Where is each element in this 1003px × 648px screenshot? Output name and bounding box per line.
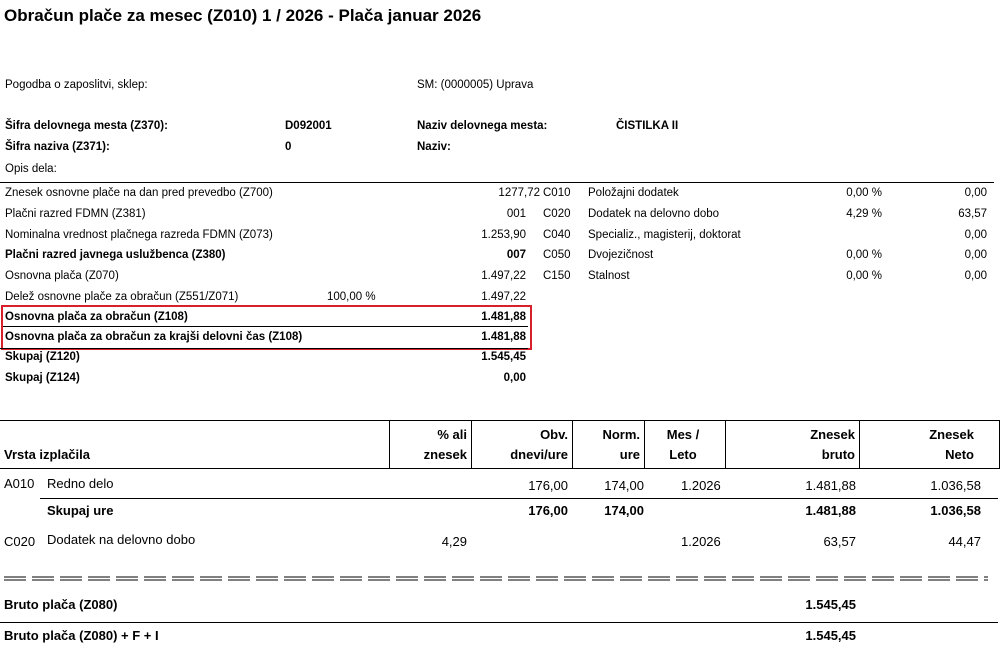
left-row-value: 1.481,88 (481, 331, 526, 343)
naziv-dm-value: ČISTILKA II (616, 120, 679, 132)
bruto-placa-label: Bruto plača (Z080) (4, 597, 118, 612)
bruto-placa-value: 1.545,45 (805, 597, 856, 612)
table-row-code: A010 (4, 476, 35, 491)
col-header-norm-2: ure (619, 447, 640, 462)
right-row-pct: 0,00 % (846, 187, 882, 199)
left-row-label: Osnovna plača za obračun (Z108) (5, 311, 188, 323)
right-row-label: Specializ., magisterij, doktorat (588, 229, 741, 241)
table-row-neto: 44,47 (948, 534, 981, 549)
left-row-label: Osnovna plača (Z070) (5, 270, 119, 282)
sifra-dm-label: Šifra delovnega mesta (Z370): (5, 120, 168, 132)
col-header-mes-2: Leto (669, 447, 697, 462)
sifra-naziva-value: 0 (285, 141, 292, 153)
double-dashed-separator (4, 576, 988, 581)
left-row-label: Plačni razred FDMN (Z381) (5, 208, 146, 220)
left-row-pct: 100,00 % (327, 291, 376, 303)
sifra-naziva-label: Šifra naziva (Z371): (5, 141, 110, 153)
skupaj-obv: 176,00 (528, 503, 568, 518)
right-row-code: C050 (543, 249, 571, 261)
left-row-label: Osnovna plača za obračun za krajši delovni čas (Z108) (5, 331, 303, 343)
table-row-bruto: 1.481,88 (805, 478, 856, 493)
table-row-label: Dodatek na delovno dobo (47, 532, 196, 547)
skupaj-norm: 174,00 (604, 503, 644, 518)
right-row-code: C020 (543, 208, 571, 220)
skupaj-ure-label: Skupaj ure (47, 503, 114, 518)
table-row-bruto: 63,57 (823, 534, 856, 549)
right-row-value: 0,00 (964, 229, 987, 241)
left-row-value: 007 (506, 249, 526, 261)
right-row-pct: 4,29 % (846, 208, 882, 220)
naziv-dm-label: Naziv delovnega mesta: (417, 120, 548, 132)
col-header-mes-1: Mes / (666, 427, 700, 442)
pogodba-label: Pogodba o zaposlitvi, sklep: (5, 79, 148, 91)
col-header-bruto-1: Znesek (810, 427, 855, 442)
table-header-border (0, 468, 1000, 469)
table-row-neto: 1.036,58 (930, 478, 981, 493)
table-row-mes: 1.2026 (681, 534, 721, 549)
left-row-value: 1.497,22 (481, 291, 526, 303)
right-row-code: C150 (543, 270, 571, 282)
table-row-norm: 174,00 (604, 478, 644, 493)
left-row-label: Nominalna vrednost plačnega razreda FDMN (Z073) (5, 229, 273, 241)
col-header-neto-1: Znesek (929, 427, 974, 442)
left-row-value: 1.497,22 (481, 270, 526, 282)
table-top-border (0, 420, 1000, 421)
bruto-placa-fi-label: Bruto plača (Z080) + F + I (4, 628, 159, 643)
right-row-code: C010 (543, 187, 571, 199)
left-row-value: 1.481,88 (481, 311, 526, 323)
left-row-label: Znesek osnovne plače na dan pred prevedbo (Z700) (5, 187, 273, 199)
left-row-label: Skupaj (Z120) (5, 351, 80, 363)
right-row-code: C040 (543, 229, 571, 241)
right-row-pct: 0,00 % (846, 270, 882, 282)
table-row-mes: 1.2026 (681, 478, 721, 493)
table-row-label: Redno delo (47, 476, 114, 491)
skupaj-neto: 1.036,58 (930, 503, 981, 518)
bruto-placa-fi-value: 1.545,45 (805, 628, 856, 643)
skupaj-bruto: 1.481,88 (805, 503, 856, 518)
totals-divider (0, 622, 998, 623)
row-divider (3, 326, 528, 327)
col-divider (999, 420, 1000, 468)
col-header-vrsta: Vrsta izplačila (4, 447, 90, 462)
table-row-pct: 4,29 (441, 534, 467, 549)
right-row-label: Dvojezičnost (588, 249, 654, 261)
right-row-pct: 0,00 % (846, 249, 882, 261)
left-row-value: 001 (506, 208, 526, 220)
right-row-value: 63,57 (958, 208, 987, 220)
left-row-value: 0,00 (503, 372, 526, 384)
sm-label: SM: (0000005) Uprava (417, 79, 534, 91)
right-row-value: 0,00 (964, 270, 987, 282)
col-header-obv-1: Obv. (540, 427, 568, 442)
left-row-label: Delež osnovne plače za obračun (Z551/Z071) (5, 291, 239, 303)
page-title: Obračun plače za mesec (Z010) 1 / 2026 - Plača januar 2026 (4, 6, 482, 25)
table-row-code: C020 (4, 534, 36, 549)
col-header-obv-2: dnevi/ure (510, 447, 568, 462)
section-divider (0, 182, 994, 183)
left-row-label: Plačni razred javnega uslužbenca (Z380) (5, 249, 226, 261)
table-row-obv: 176,00 (528, 478, 568, 493)
row-divider (0, 348, 528, 349)
row-divider (40, 498, 998, 499)
right-row-value: 0,00 (964, 187, 987, 199)
right-row-value: 0,00 (964, 249, 987, 261)
col-header-norm-1: Norm. (602, 427, 640, 442)
right-row-label: Stalnost (588, 270, 630, 282)
left-row-value: 1.545,45 (481, 351, 526, 363)
left-row-value: 1277,72 (498, 187, 540, 199)
col-header-pct-1: % ali (437, 427, 467, 442)
col-header-pct-2: znesek (423, 447, 467, 462)
col-header-neto-2: Neto (945, 447, 974, 462)
opis-label: Opis dela: (5, 163, 57, 175)
left-row-value: 1.253,90 (481, 229, 526, 241)
right-row-label: Dodatek na delovno dobo (588, 208, 720, 220)
left-row-label: Skupaj (Z124) (5, 372, 80, 384)
right-row-label: Položajni dodatek (588, 187, 679, 199)
naziv-label: Naziv: (417, 141, 451, 153)
sifra-dm-value: D092001 (285, 120, 332, 132)
col-header-bruto-2: bruto (821, 447, 855, 462)
